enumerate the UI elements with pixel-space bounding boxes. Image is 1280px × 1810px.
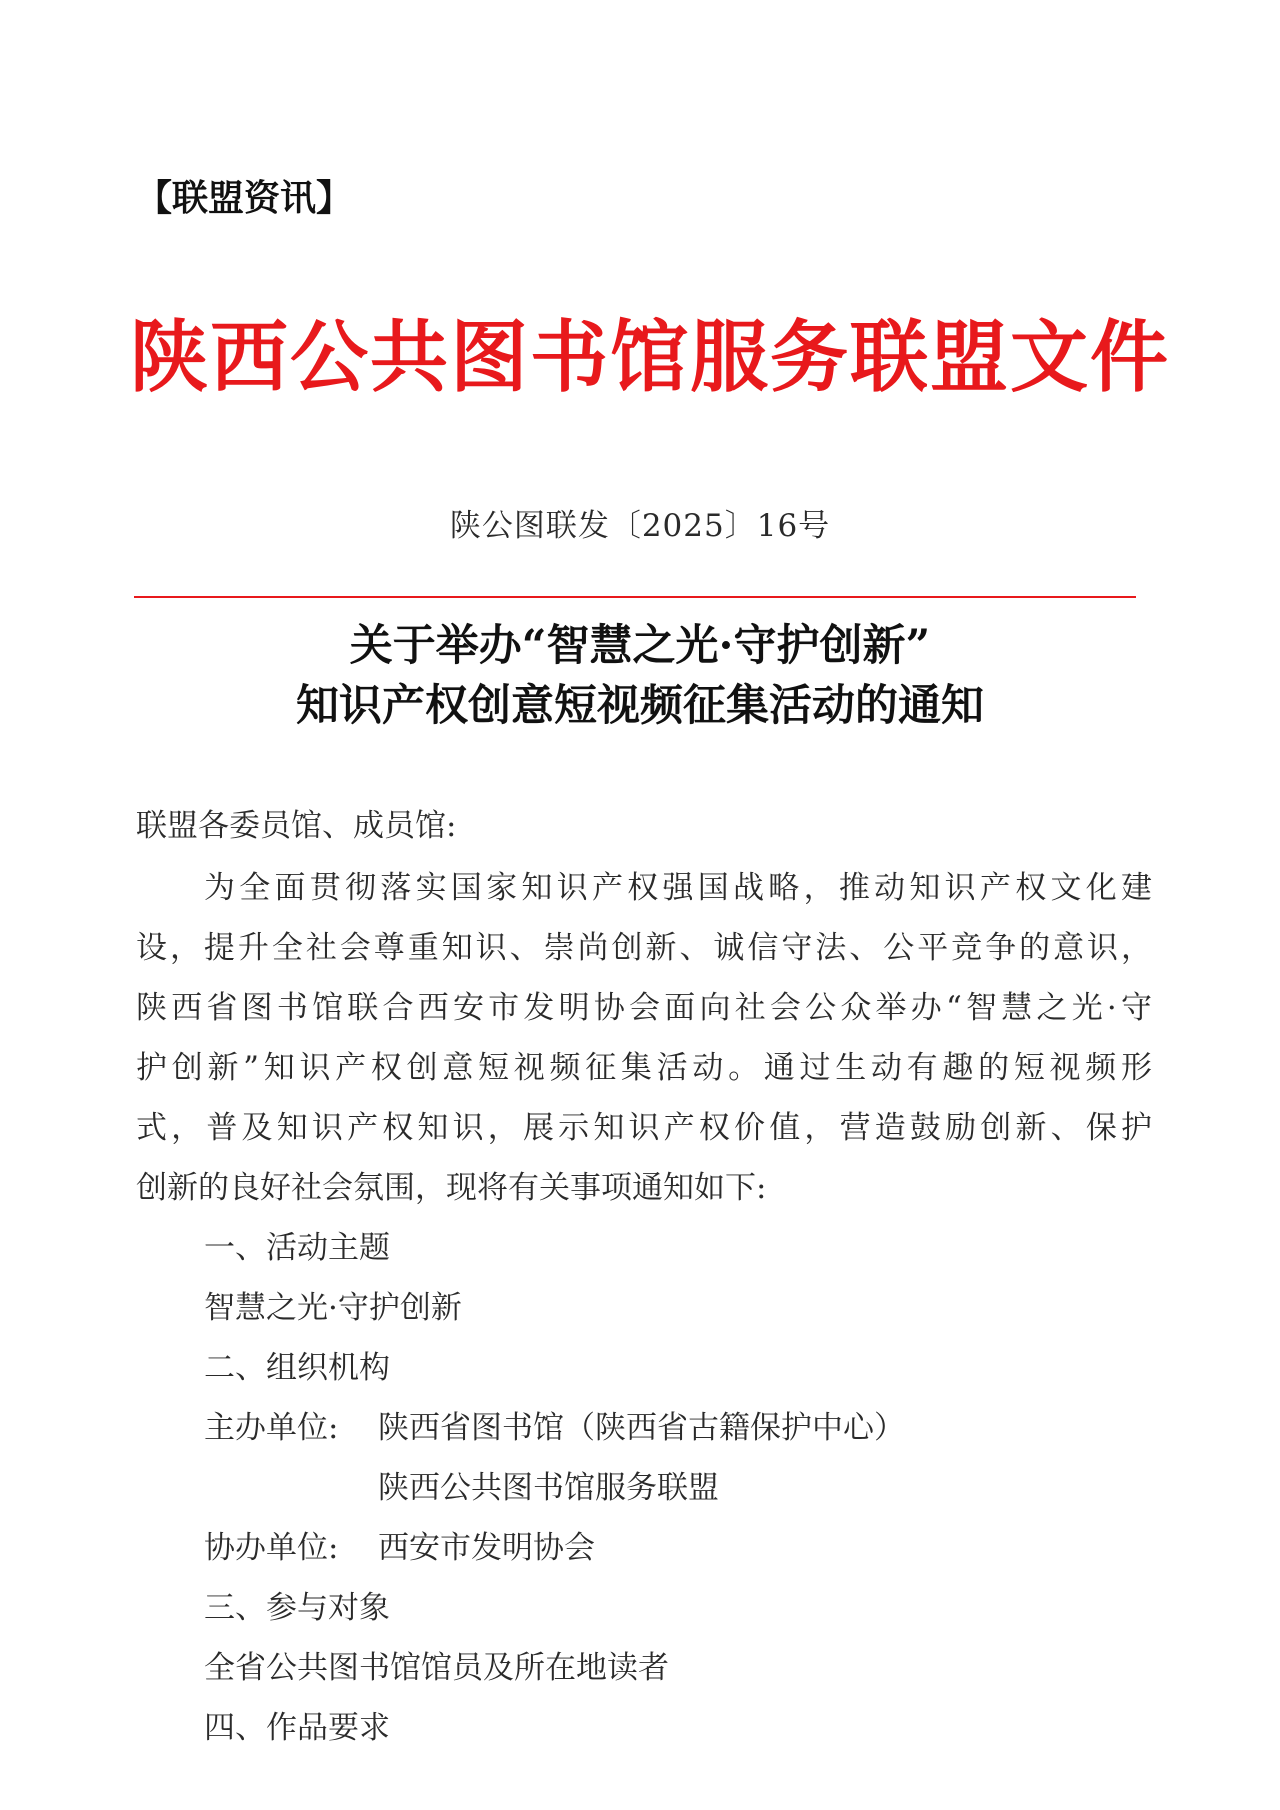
co-organizer: 西安市发明协会 [378,1530,595,1566]
red-divider-line [134,596,1136,598]
section-heading: 一、活动主题 [204,1230,390,1266]
intro-line: 护创新”知识产权创意短视频征集活动。通过生动有趣的短视频形 [136,1050,1152,1086]
host-organizer: 陕西省图书馆（陕西省古籍保护中心） [378,1410,905,1446]
column-tag: 【联盟资讯】 [136,178,353,219]
section-content: 全省公共图书馆馆员及所在地读者 [204,1650,669,1686]
co-organizer-label: 协办单位: [204,1530,339,1566]
intro-line: 为全面贯彻落实国家知识产权强国战略，推动知识产权文化建 [204,870,1152,906]
section-heading: 四、作品要求 [204,1710,390,1746]
section-content: 智慧之光·守护创新 [204,1290,462,1326]
notice-title-line-2: 知识产权创意短视频征集活动的通知 [296,681,984,731]
salutation: 联盟各委员馆、成员馆: [136,808,457,844]
section-heading: 三、参与对象 [204,1590,390,1626]
document-number: 陕公图联发〔2025〕16号 [449,508,831,544]
intro-line: 式，普及知识产权知识，展示知识产权价值，营造鼓励创新、保护 [136,1110,1152,1146]
intro-line: 设，提升全社会尊重知识、崇尚创新、诚信守法、公平竞争的意识， [136,930,1152,966]
intro-line: 陕西省图书馆联合西安市发明协会面向社会公众举办“智慧之光·守 [136,990,1152,1026]
masthead-title: 陕西公共图书馆服务联盟文件 [130,313,1171,403]
intro-line: 创新的良好社会氛围，现将有关事项通知如下: [136,1170,767,1206]
host-label: 主办单位: [204,1410,339,1446]
notice-title-line-1: 关于举办“智慧之光·守护创新” [349,621,931,671]
section-heading: 二、组织机构 [204,1350,390,1386]
host-organizer: 陕西公共图书馆服务联盟 [378,1470,719,1506]
